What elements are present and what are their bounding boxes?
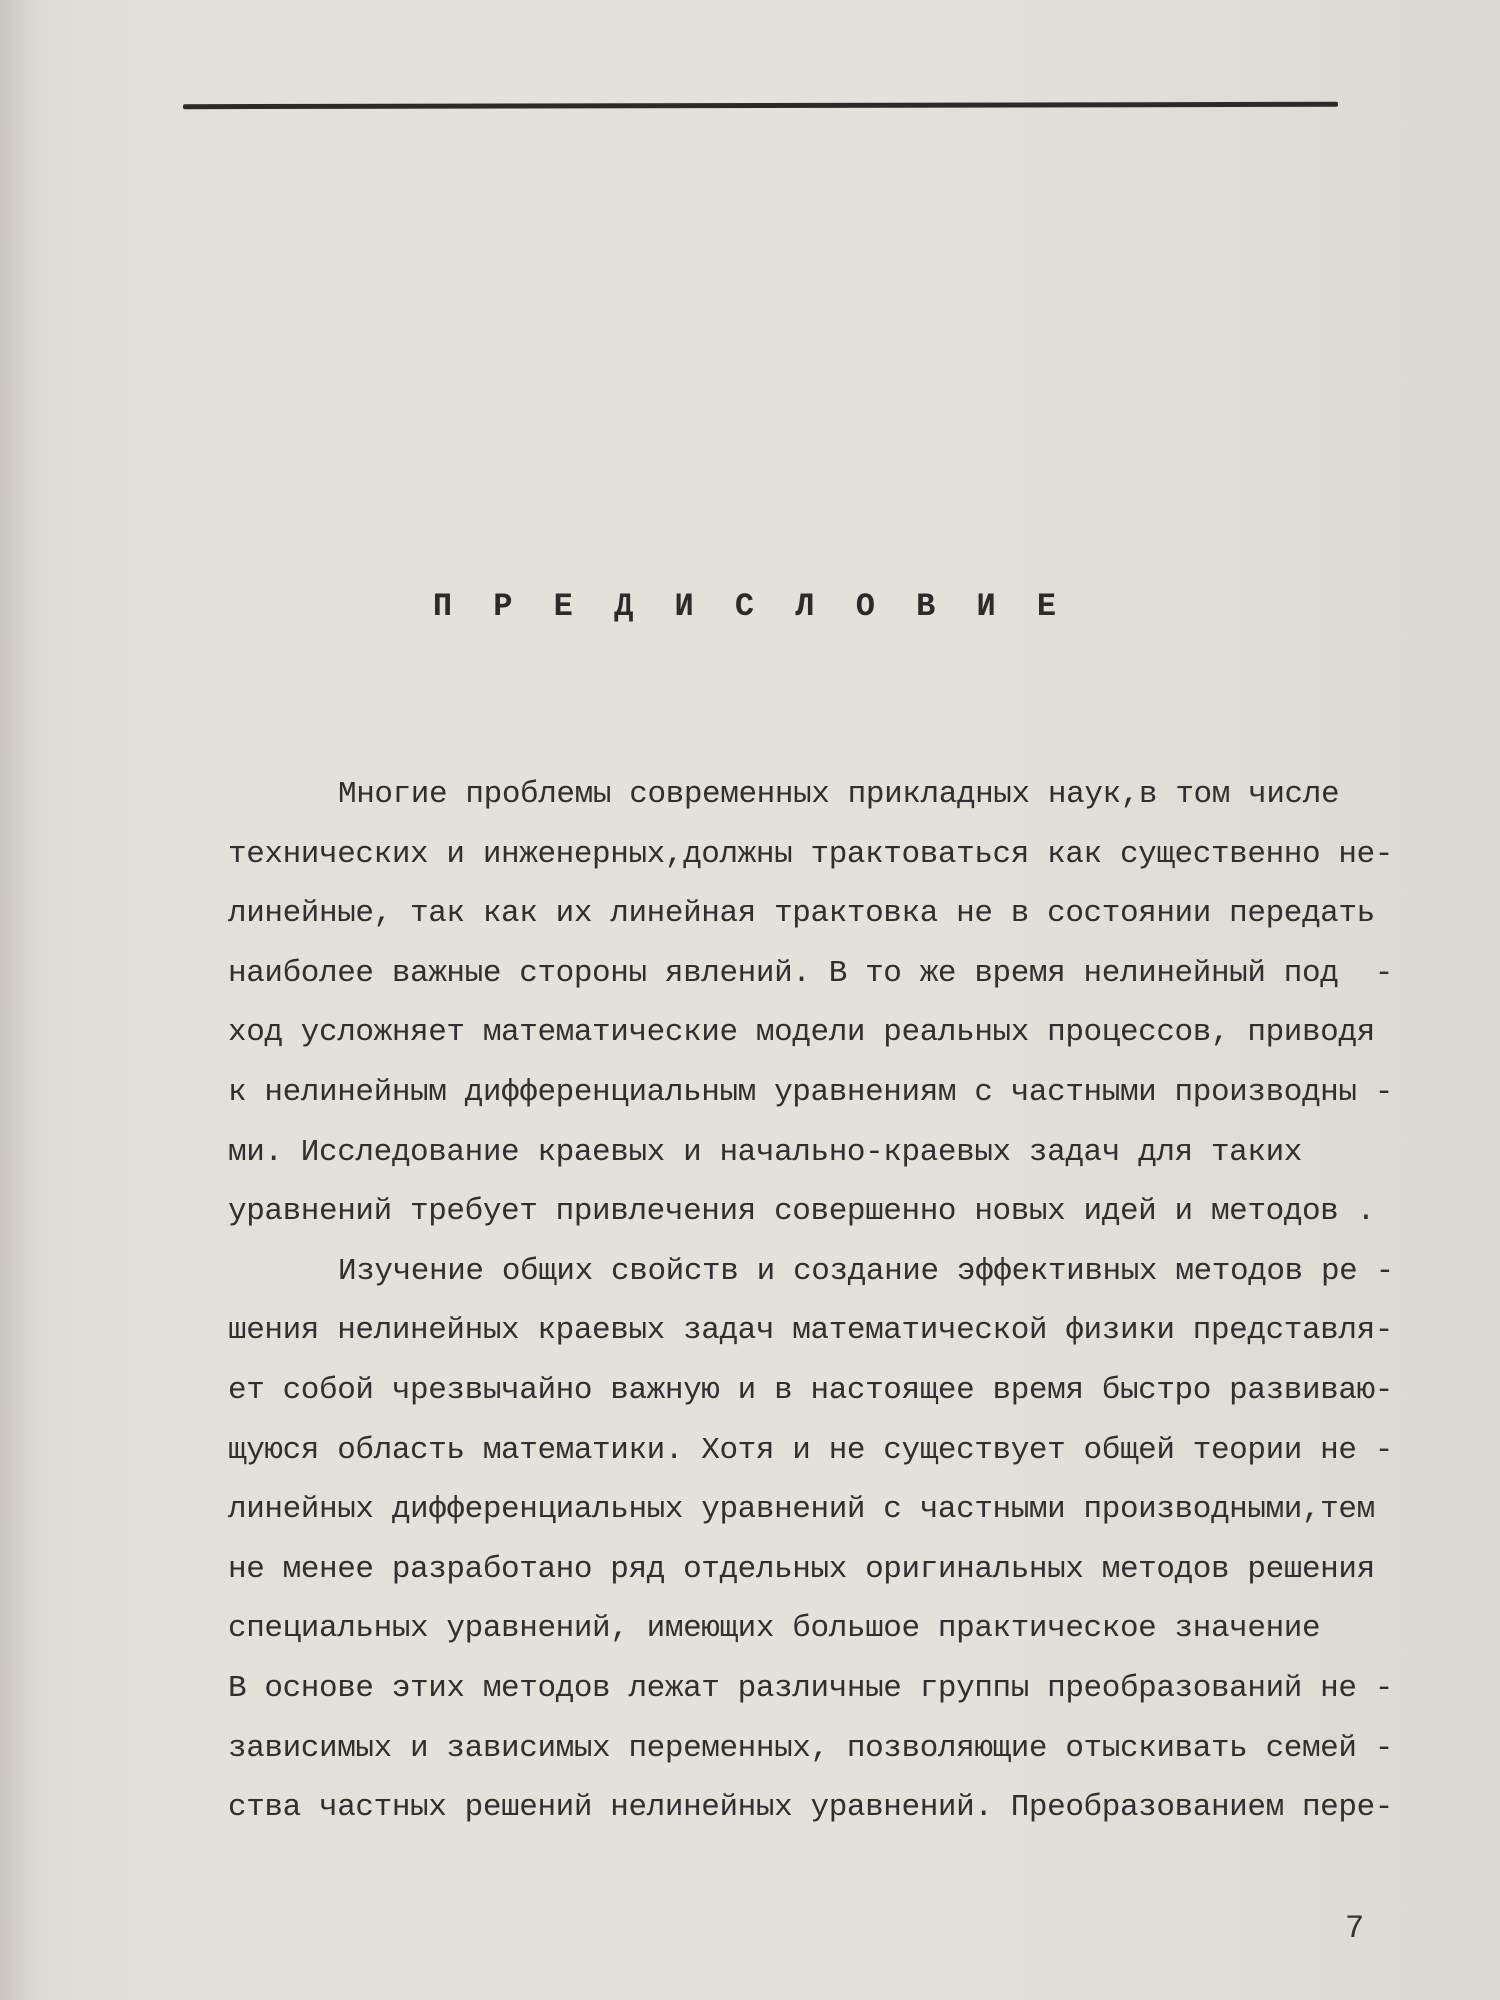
text-line: ми. Исследование краевых и начально-краевых задач для таких <box>228 1134 1302 1170</box>
top-rule <box>183 102 1338 109</box>
text-line: щуюся область математики. Хотя и не существует общей теории не - <box>228 1432 1393 1468</box>
text-line: В основе этих методов лежат различные группы преобразований не - <box>228 1670 1393 1706</box>
page-number: 7 <box>1345 1910 1365 1947</box>
preface-body <box>228 765 1418 1838</box>
text-line: наиболее важные стороны явлений. В то же время нелинейный под - <box>228 955 1393 991</box>
text-line: Изучение общих свойств и создание эффективных методов ре - <box>338 1253 1394 1289</box>
text-line: линейные, так как их линейная трактовка не в состоянии передать <box>228 896 1375 932</box>
text-line: ства частных решений нелинейных уравнений. Преобразованием пере- <box>228 1790 1393 1826</box>
text-line: ет собой чрезвычайно важную и в настоящее время быстро развиваю- <box>228 1372 1393 1408</box>
text-line: шения нелинейных краевых задач математической физики представля- <box>228 1313 1393 1349</box>
text-line: зависимых и зависимых переменных, позволяющие отыскивать семей - <box>228 1730 1393 1766</box>
text-line: Многие проблемы современных прикладных наук,в том числе <box>338 777 1340 812</box>
text-line: технических и инженерных,должны трактоваться как существенно не- <box>228 836 1393 872</box>
text-line: уравнений требует привлечения совершенно новых идей и методов . <box>228 1194 1375 1230</box>
page-title: П Р Е Д И С Л О В И Е <box>432 588 1068 625</box>
text-line: не менее разработано ряд отдельных оригинальных методов решения <box>228 1551 1375 1587</box>
text-line: к нелинейным дифференциальным уравнениям с частными производны - <box>228 1074 1393 1110</box>
text-line: специальных уравнений, имеющих большое практическое значение <box>228 1611 1321 1647</box>
text-line: ход усложняет математические модели реальных процессов, приводя <box>228 1015 1375 1051</box>
text-line: линейных дифференциальных уравнений с частными производными,тем <box>228 1492 1375 1528</box>
